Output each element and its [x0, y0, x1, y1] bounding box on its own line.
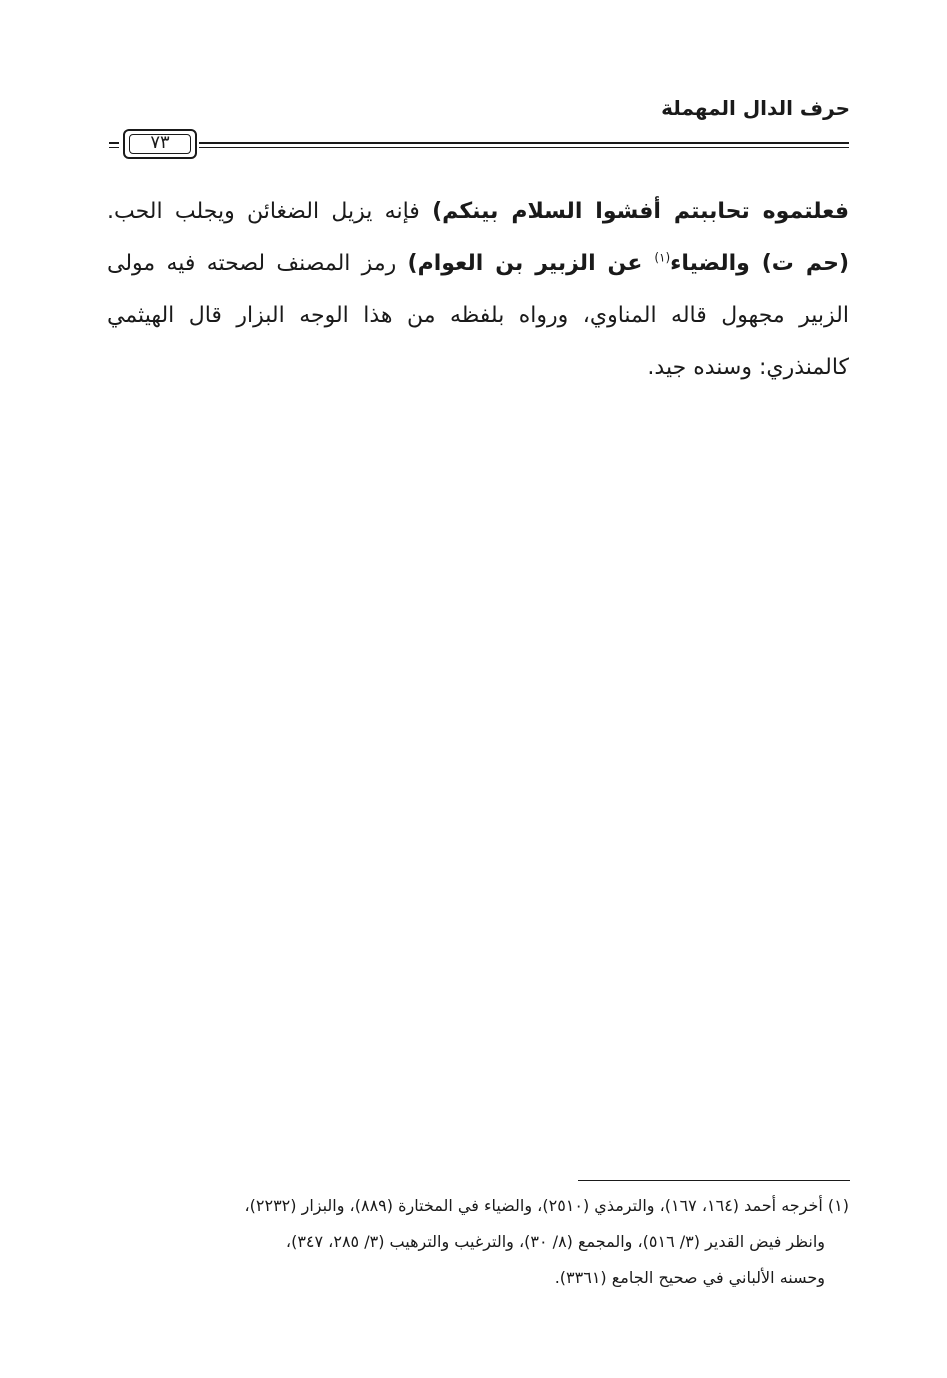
- header-rule-right-line-2: [199, 147, 849, 148]
- source-abbrev-bold: (حم ت) والضياء: [670, 251, 850, 276]
- footnote-1-line-3: وحسنه الألباني في صحيح الجامع (٣٣٦١).: [554, 1268, 825, 1287]
- footnote-1-line-1: (١) أخرجه أحمد (١٦٤، ١٦٧)، والترمذي (٢٥١٠)، والضياء في المختارة (٨٨٩)، والبزار (٢٢٣٢)،: [244, 1196, 849, 1215]
- page-number: ٧٣: [150, 132, 170, 153]
- footnote-separator: [578, 1180, 850, 1181]
- narrator-bold: عن الزبير بن العوام): [407, 251, 655, 276]
- header-rule-left-line: [109, 142, 119, 144]
- footnote-1-line-2: وانظر فيض القدير (٣/ ٥١٦)، والمجمع (٨/ ٣٠)، والترغيب والترهيب (٣/ ٢٨٥، ٣٤٧)،: [285, 1232, 825, 1251]
- main-paragraph: [107, 186, 849, 394]
- footnote-reference[interactable]: (١): [654, 250, 671, 265]
- header-rule-right-line: [199, 142, 849, 144]
- header-rule-left-line-2: [109, 147, 119, 148]
- header-rule: [109, 132, 849, 165]
- hadith-text-bold: فعلتموه تحاببتم أفشوا السلام بينكم): [432, 199, 849, 224]
- running-title: حرف الدال المهملة: [661, 96, 850, 120]
- footnotes: [107, 1188, 849, 1296]
- commentary-text: رمز المصنف لصحته فيه مولى الزبير مجهول قاله المناوي، ورواه بلفظه من هذا الوجه البزار قال الهيثمي كالمنذري: وسنده جيد.: [107, 251, 849, 380]
- hadith-text-regular: فإنه يزيل الضغائن ويجلب الحب.: [107, 199, 433, 224]
- footnote-1: [107, 1188, 849, 1296]
